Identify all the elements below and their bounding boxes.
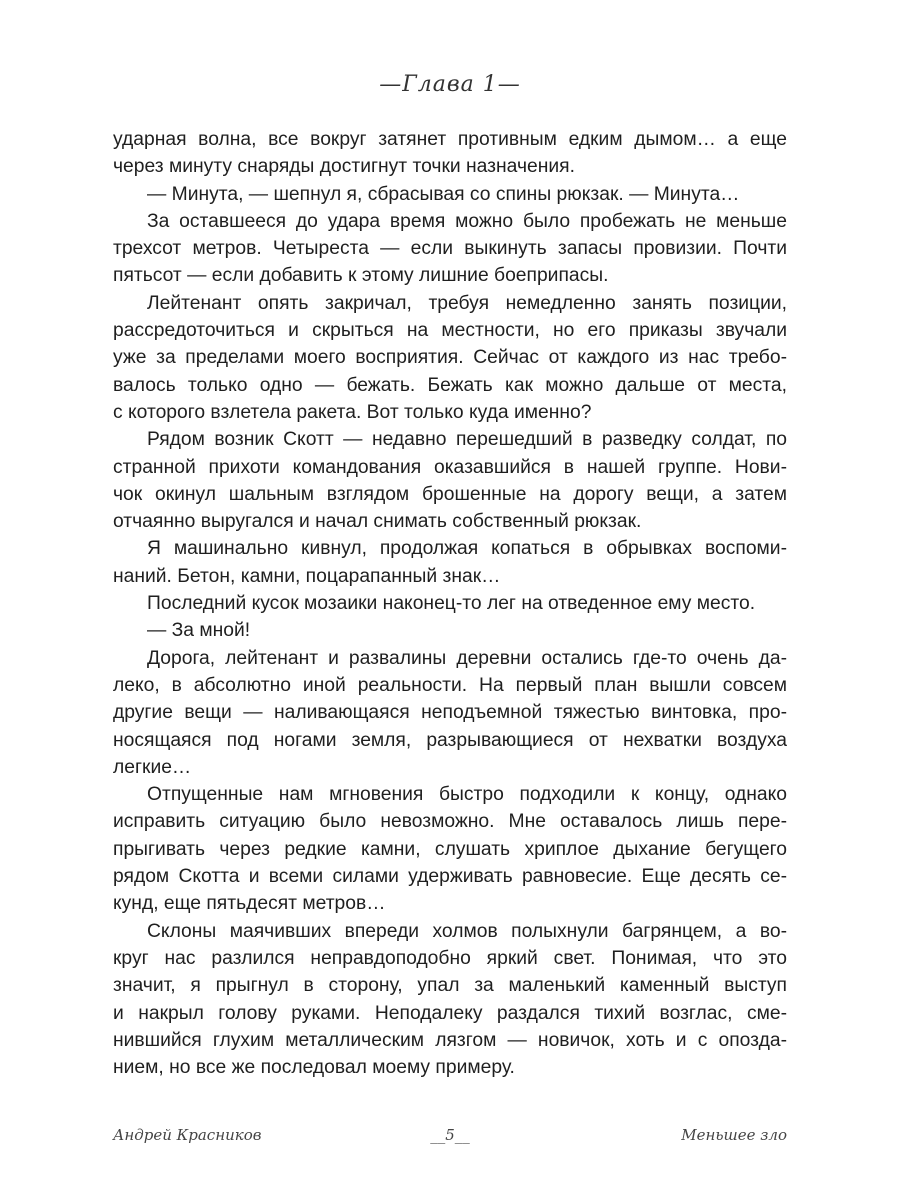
text-line: легкие…	[113, 756, 192, 778]
text-line: леко, в абсолютно иной реальности. На первый план вышли совсем	[113, 674, 787, 696]
text-line: ударная волна, все вокруг затянет противным едким дымом… а еще	[113, 129, 787, 150]
text-line: уже за пределами моего восприятия. Сейчас от каждого из нас требо-	[113, 347, 787, 369]
text-line: Отпущенные нам мгновения быстро подходили к концу, однако	[147, 784, 787, 806]
text-line: — Минута, — шепнул я, сбрасывая со спины рюкзак. — Минута…	[147, 183, 740, 205]
text-line: с которого взлетела ракета. Вот только куда именно?	[113, 401, 592, 423]
text-line: Рядом возник Скотт — недавно перешедший в разведку солдат, по	[147, 429, 787, 451]
page-number: __5__	[430, 1126, 470, 1144]
text-line: носящаяся под ногами земля, разрывающиеся от нехватки воздуха	[113, 729, 787, 751]
text-line: кунд, еще пятьдесят метров…	[113, 893, 386, 915]
text-line: исправить ситуацию было невозможно. Мне оставалось лишь пере-	[113, 811, 787, 833]
chapter-header: —Глава 1—	[379, 72, 521, 97]
text-line: — За мной!	[147, 620, 251, 642]
text-line: нием, но все же последовал моему примеру.	[113, 1057, 515, 1079]
text-line: странной прихоти командования оказавшийся в нашей группе. Нови-	[113, 456, 787, 478]
body-text	[113, 126, 787, 1081]
text-line: валось только одно — бежать. Бежать как можно дальше от места,	[113, 374, 787, 396]
text-line: Склоны маячивших впереди холмов полыхнули багрянцем, а во-	[147, 920, 787, 942]
footer-book-title: Меньшее зло	[681, 1126, 787, 1144]
text-line: чок окинул шальным взглядом брошенные на дорогу вещи, а затем	[113, 483, 787, 505]
text-line: через минуту снаряды достигнут точки назначения.	[113, 156, 575, 178]
text-line: значит, я прыгнул в сторону, упал за маленький каменный выступ	[113, 975, 787, 997]
text-line: круг нас разлился неправдоподобно яркий свет. Понимая, что это	[113, 947, 787, 969]
text-line: пятьсот — если добавить к этому лишние боеприпасы.	[113, 265, 609, 287]
text-line: отчаянно выругался и начал снимать собственный рюкзак.	[113, 511, 642, 533]
text-line: нившийся глухим металлическим лязгом — новичок, хоть и с опозда-	[113, 1029, 787, 1051]
text-line: рассредоточиться и скрыться на местности, но его приказы звучали	[113, 320, 787, 342]
page-footer	[113, 1126, 787, 1150]
text-line: прыгивать через редкие камни, слушать хриплое дыхание бегущего	[113, 838, 787, 860]
footer-author: Андрей Красников	[113, 1126, 262, 1144]
text-line: наний. Бетон, камни, поцарапанный знак…	[113, 565, 501, 587]
text-line: трехсот метров. Четыреста — если выкинуть запасы провизии. Почти	[113, 238, 787, 260]
text-line: Лейтенант опять закричал, требуя немедленно занять позиции,	[147, 292, 787, 314]
text-line: и накрыл голову руками. Неподалеку раздался тихий возглас, сме-	[113, 1002, 787, 1024]
text-line: Дорога, лейтенант и развалины деревни остались где-то очень да-	[147, 647, 787, 669]
text-line: другие вещи — наливающаяся неподъемной тяжестью винтовка, про-	[113, 702, 787, 724]
text-line: Последний кусок мозаики наконец-то лег на отведенное ему место.	[147, 593, 756, 615]
text-line: рядом Скотта и всеми силами удерживать равновесие. Еще десять се-	[113, 866, 787, 888]
text-line: Я машинально кивнул, продолжая копаться в обрывках воспоми-	[147, 538, 787, 560]
text-line: За оставшееся до удара время можно было пробежать не меньше	[147, 210, 787, 232]
